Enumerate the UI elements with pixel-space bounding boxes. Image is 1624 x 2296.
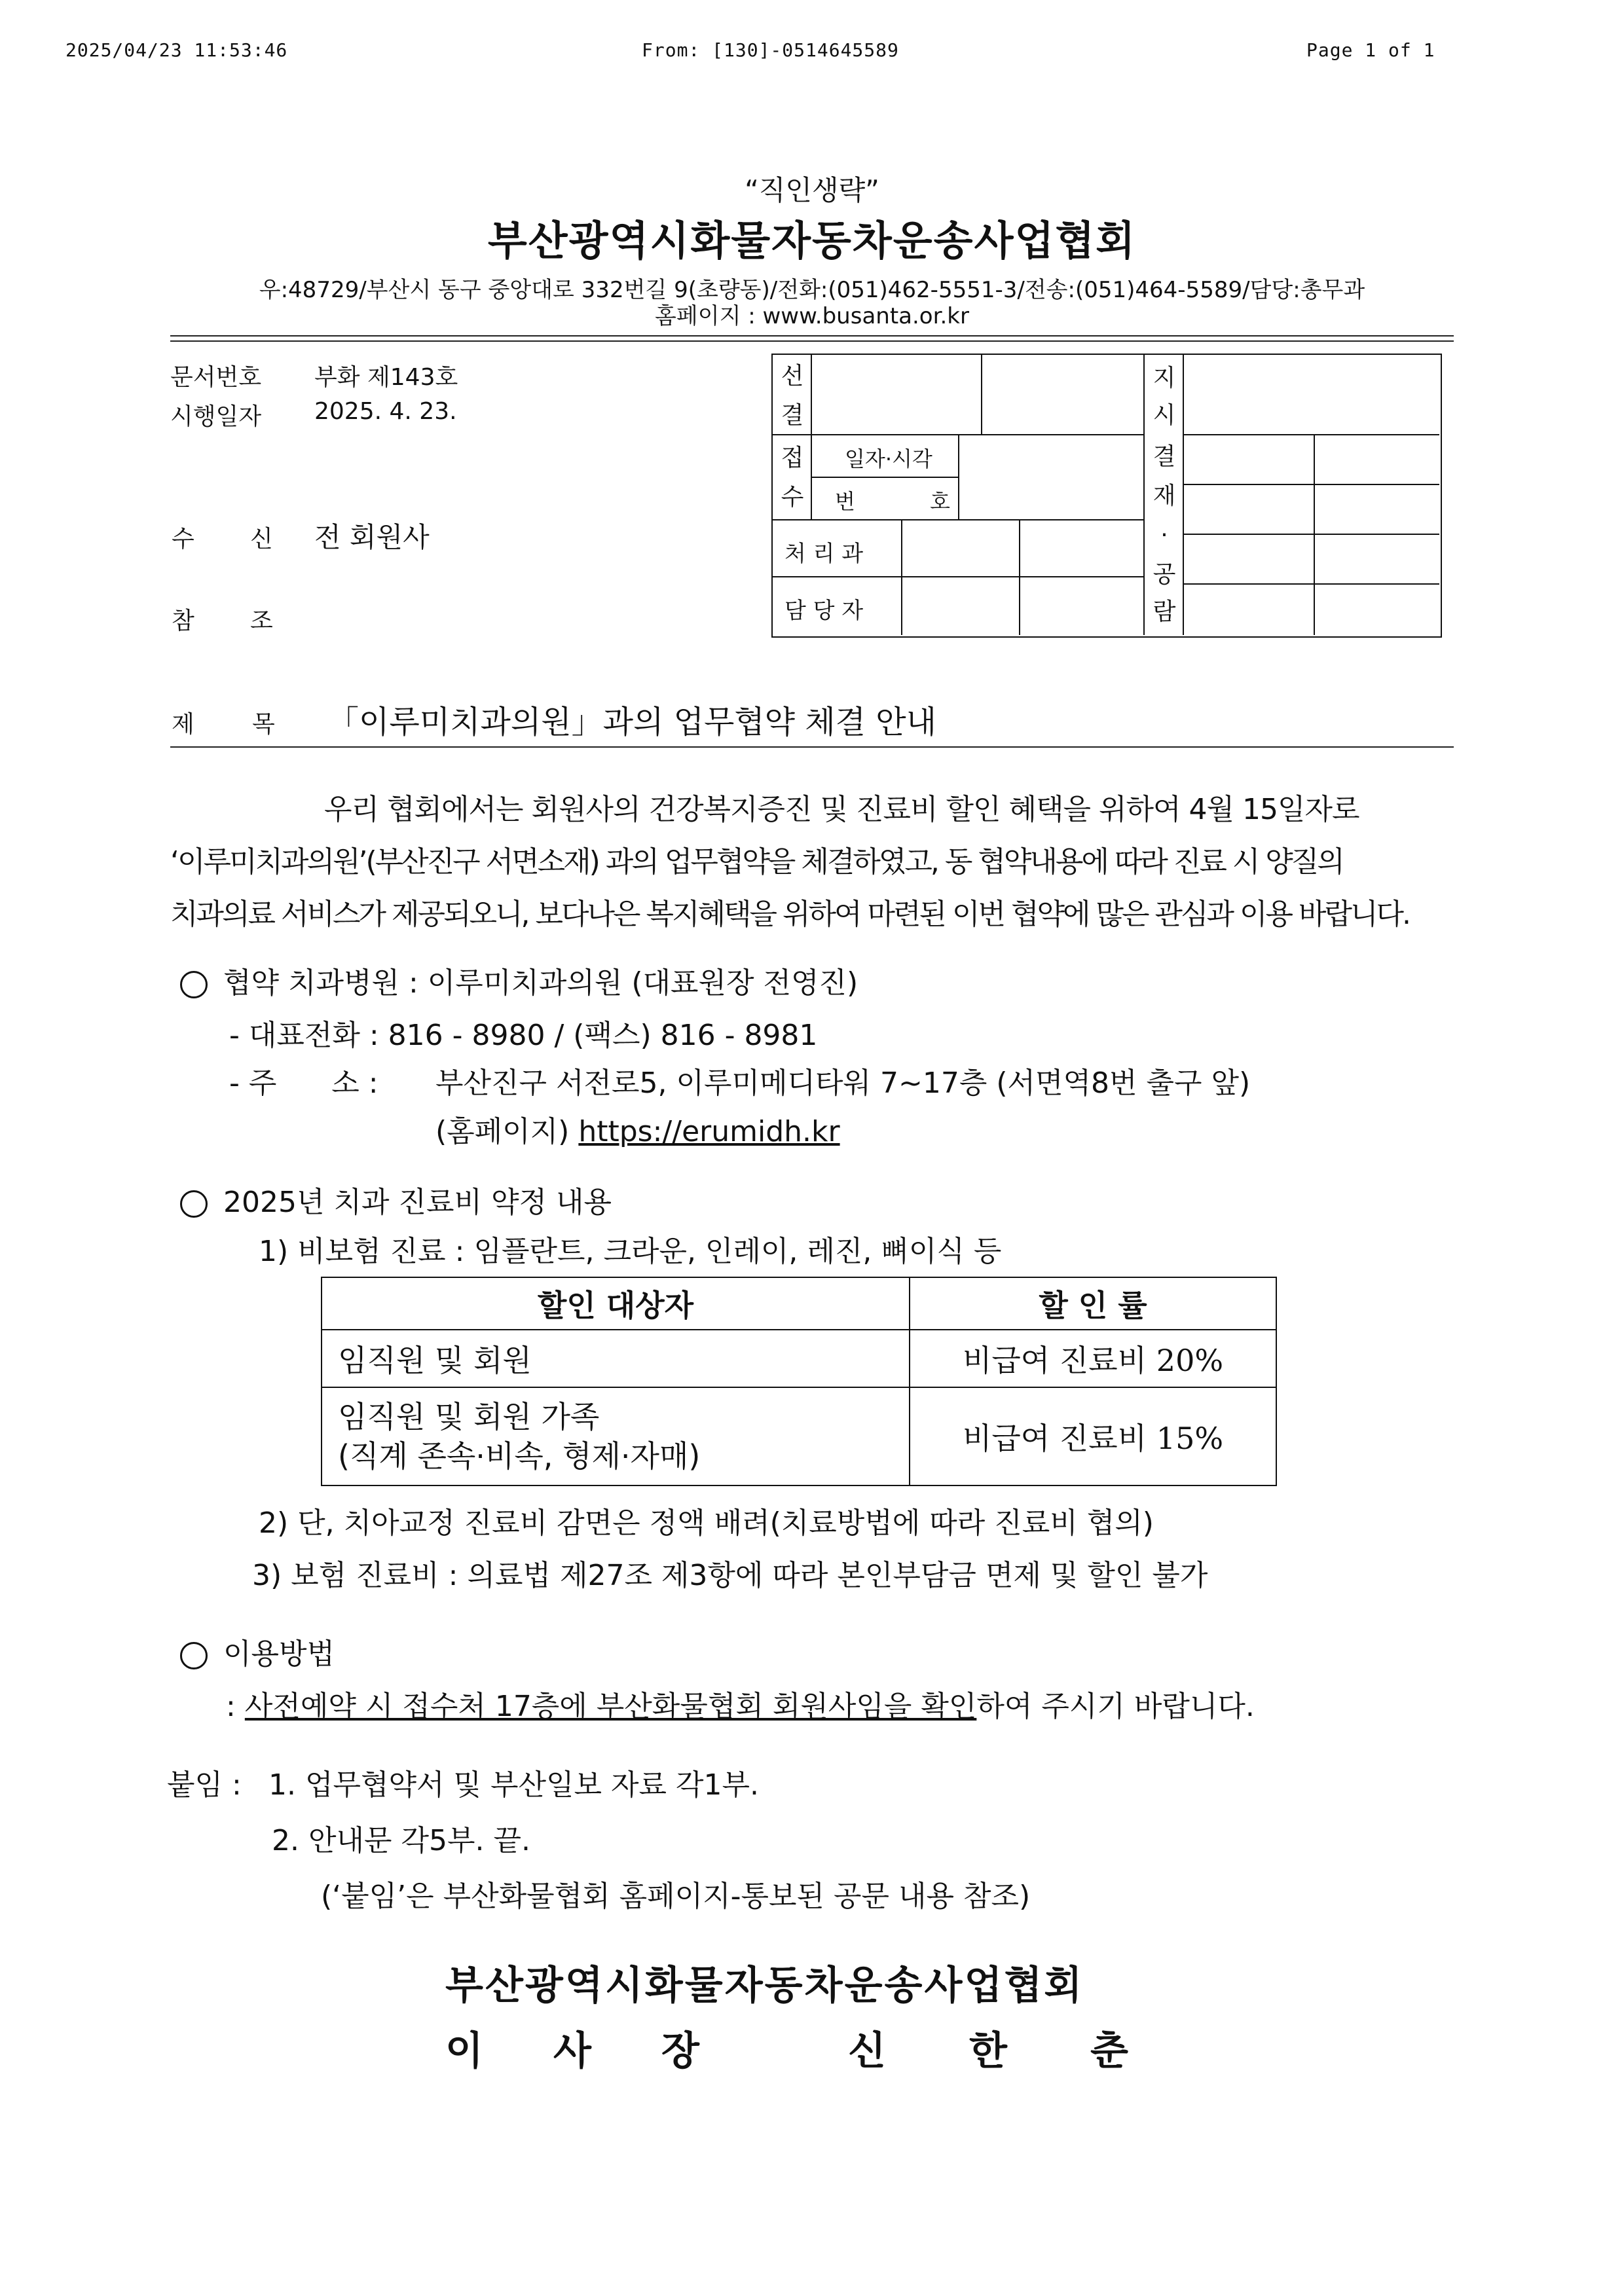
approval-number-2: 호 <box>930 489 950 514</box>
table-header-row <box>322 1277 1276 1330</box>
homepage-line: 홈페이지 : www.busanta.or.kr <box>655 303 969 329</box>
header-divider-2 <box>170 340 1454 342</box>
attachments-label: 붙임 : <box>167 1768 242 1802</box>
date-label: 시행일자 <box>170 403 262 430</box>
table-row <box>322 1387 1276 1485</box>
organization-title: 부산광역시화물자동차운송사업협회 <box>487 217 1137 264</box>
section-usage <box>180 1630 335 1672</box>
usage-colon: : <box>226 1690 236 1723</box>
tagline: “직인생략” <box>745 174 879 206</box>
fees-sub-2: 2) 단, 치아교정 진료비 감면은 정액 배려(치료방법에 따라 진료비 협의) <box>259 1506 1154 1540</box>
signature-title-2: 사 <box>553 2028 593 2074</box>
attachment-note: (‘붙임’은 부산화물협회 홈페이지-통보된 공문 내용 참조) <box>321 1880 1031 1913</box>
doc-no-value: 부화 제143호 <box>314 364 458 391</box>
table-cell-rate: 비급여 진료비 20% <box>910 1330 1276 1387</box>
fax-from: From: [130]-0514645589 <box>642 39 899 61</box>
section-usage-title: 이용방법 <box>223 1637 335 1671</box>
table-row <box>322 1330 1276 1387</box>
circle-bullet-icon <box>180 971 208 998</box>
usage-rest: 하여 주시기 바랍니다. <box>976 1690 1255 1723</box>
doc-no-label: 문서번호 <box>170 364 262 391</box>
approval-person: 담 당 자 <box>784 598 864 624</box>
approval-dot: · <box>1160 522 1168 549</box>
table-cell-target: 임직원 및 회원 <box>322 1330 910 1387</box>
table-cell-rate: 비급여 진료비 15% <box>910 1387 1276 1485</box>
signature-name-1: 신 <box>848 2028 888 2074</box>
table-header-target: 할인 대상자 <box>322 1277 910 1330</box>
table-cell-target-line-1: 임직원 및 회원 가족 <box>338 1399 600 1434</box>
hospital-homepage-link[interactable]: https://erumidh.kr <box>578 1115 840 1148</box>
body-line-1: 우리 협회에서는 회원사의 건강복지증진 및 진료비 할인 혜택을 위하여 4월 15일자로 <box>324 793 1359 826</box>
approval-seon: 선 <box>781 363 804 390</box>
table-cell-target-line-2: (직계 존속·비속, 형제·자매) <box>338 1438 701 1474</box>
table-header-rate: 할 인 률 <box>910 1277 1276 1330</box>
subject-divider <box>170 746 1454 748</box>
header-divider <box>170 335 1454 337</box>
hospital-homepage-label: (홈페이지) <box>435 1115 570 1148</box>
approval-number-1: 번 <box>835 489 855 514</box>
fees-sub-3: 3) 보험 진료비 : 의료법 제27조 제3항에 따라 본인부담금 면제 및 할인 불가 <box>252 1559 1208 1592</box>
recipient-label-1: 수 <box>172 526 194 553</box>
hospital-address-label: - 주 소 : <box>229 1066 378 1100</box>
discount-table <box>321 1277 1277 1486</box>
approval-ji: 지 <box>1153 365 1176 392</box>
fax-timestamp: 2025/04/23 11:53:46 <box>65 39 288 61</box>
approval-gyeol: 결 <box>781 402 804 429</box>
address-line: 우:48729/부산시 동구 중앙대로 332번길 9(초량동)/전화:(051)462-5551-3/전송:(051)464-5589/담당:총무과 <box>259 277 1365 303</box>
hospital-address: 부산진구 서전로5, 이루미메디타워 7~17층 (서면역8번 출구 앞) <box>435 1066 1251 1100</box>
section-fees <box>180 1178 612 1220</box>
approval-process-dept: 처 리 과 <box>784 541 864 567</box>
body-line-3: 치과의료 서비스가 제공되오니, 보다나은 복지혜택을 위하여 마련된 이번 협약에 많은 관심과 이용 바랍니다. <box>170 898 1409 931</box>
subject-label-1: 제 <box>172 711 194 738</box>
circle-bullet-icon <box>180 1190 208 1218</box>
body-line-2: ‘이루미치과의원’(부산진구 서면소재) 과의 업무협약을 체결하였고, 동 협약내용에 따라 진료 시 양질의 <box>170 845 1343 879</box>
circle-bullet-icon <box>180 1642 208 1669</box>
table-cell-target <box>322 1387 910 1485</box>
signature-org: 부산광역시화물자동차운송사업협회 <box>445 1963 1084 2009</box>
approval-jae: 재 <box>1153 483 1176 509</box>
attachment-item-1: 1. 업무협약서 및 부산일보 자료 각1부. <box>268 1768 759 1802</box>
recipient-label-2: 신 <box>250 526 273 553</box>
section-hospital <box>180 959 858 1001</box>
reference-label-2: 조 <box>250 608 273 634</box>
usage-line <box>226 1683 1255 1724</box>
hospital-phone: - 대표전화 : 816 - 8980 / (팩스) 816 - 8981 <box>229 1019 818 1052</box>
fax-page: Page 1 of 1 <box>1306 39 1435 61</box>
signature-name-3: 춘 <box>1090 2028 1130 2074</box>
signature-name-2: 한 <box>969 2028 1009 2074</box>
approval-ram: 람 <box>1153 598 1176 625</box>
approval-gyeol-right: 결 <box>1153 443 1176 470</box>
approval-datetime: 일자·시각 <box>845 446 932 471</box>
subject-label-2: 목 <box>252 711 275 738</box>
attachment-item-2: 2. 안내문 각5부. 끝. <box>272 1824 530 1857</box>
fees-sub-1: 1) 비보험 진료 : 임플란트, 크라운, 인레이, 레진, 뼈이식 등 <box>259 1235 1002 1268</box>
approval-gong: 공 <box>1153 561 1176 588</box>
approval-si: 시 <box>1153 402 1176 429</box>
approval-su: 수 <box>781 484 804 511</box>
signature-title-3: 장 <box>661 2028 701 2074</box>
subject-text: 「이루미치과의원」과의 업무협약 체결 안내 <box>327 704 937 740</box>
signature-title-1: 이 <box>445 2028 485 2074</box>
section-fees-title: 2025년 치과 진료비 약정 내용 <box>223 1186 612 1219</box>
reference-label-1: 참 <box>172 608 194 634</box>
approval-jeop: 접 <box>781 445 804 471</box>
usage-underlined: 사전예약 시 접수처 17층에 부산화물협회 회원사임을 확인 <box>244 1690 977 1723</box>
hospital-homepage-row <box>435 1108 840 1150</box>
date-value: 2025. 4. 23. <box>314 398 457 425</box>
recipient-value: 전 회원사 <box>314 521 430 553</box>
section-hospital-title: 협약 치과병원 : 이루미치과의원 (대표원장 전영진) <box>223 966 858 1000</box>
